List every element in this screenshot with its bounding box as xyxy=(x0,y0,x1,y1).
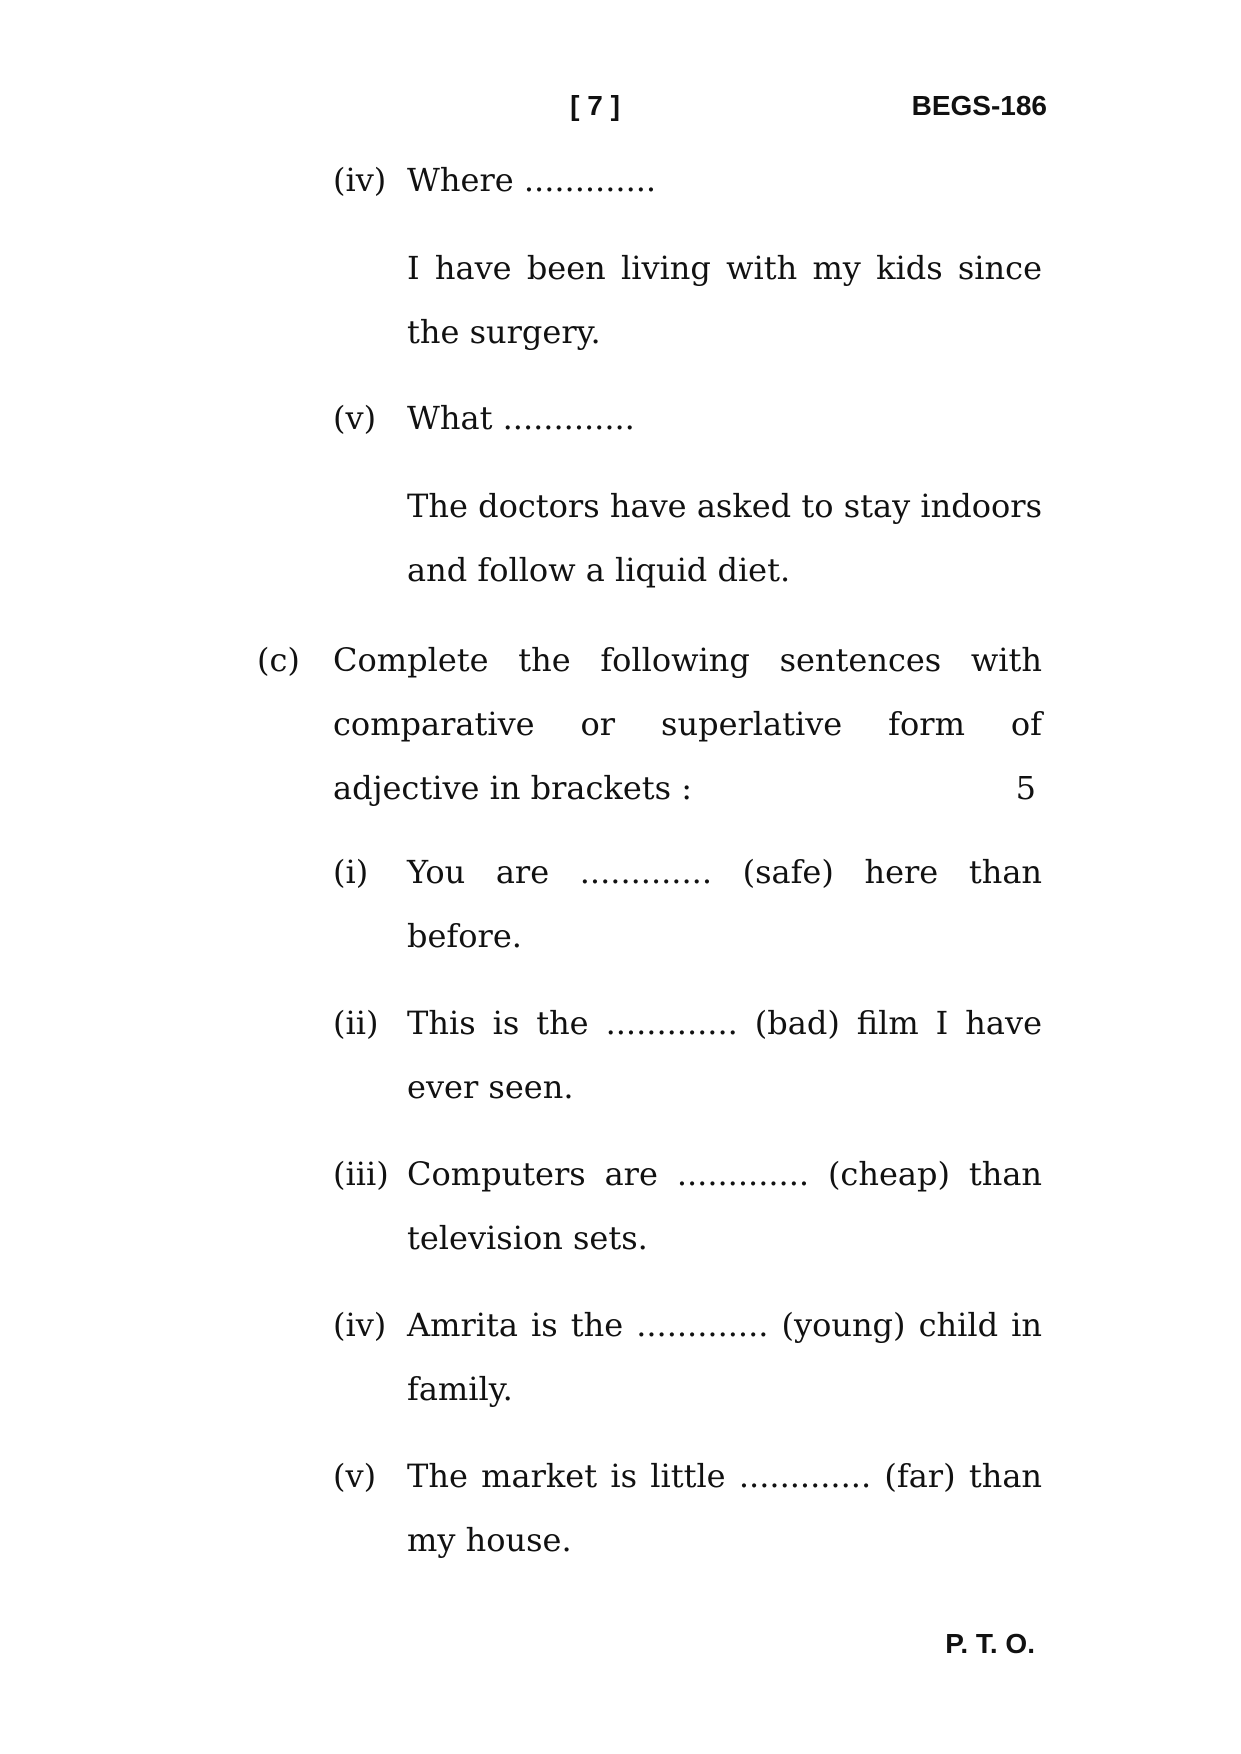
item-text-v: The market is little ............. (far) than my house. xyxy=(407,1457,1042,1559)
question-prompt-where: Where ............. xyxy=(407,161,657,199)
instruction-line-2: comparative or superlative form of xyxy=(333,705,1042,743)
marks: 5 xyxy=(1015,769,1036,807)
question-label-v: (v) xyxy=(333,399,377,437)
instruction-line-3-row xyxy=(333,756,1042,820)
question-prompt-what: What ............. xyxy=(407,399,635,437)
item-text-iv: Amrita is the ............. (young) child in family. xyxy=(407,1306,1042,1408)
item-label-iv: (iv) xyxy=(333,1306,387,1344)
section-label-c: (c) xyxy=(257,641,300,679)
item-label-ii: (ii) xyxy=(333,1004,379,1042)
instruction-line-1: Complete the following sentences with xyxy=(333,641,1042,679)
item-text-i: You are ............. (safe) here than before. xyxy=(407,853,1042,955)
page-number: [ 7 ] xyxy=(570,90,620,121)
question-label-iv: (iv) xyxy=(333,161,387,199)
answer-text-iv: I have been living with my kids since the surgery. xyxy=(407,249,1042,351)
instruction-line-3: adjective in brackets : xyxy=(333,769,692,807)
item-text-ii: This is the ............. (bad) film I have ever seen. xyxy=(407,1004,1042,1106)
item-label-i: (i) xyxy=(333,853,369,891)
item-label-v: (v) xyxy=(333,1457,377,1495)
item-text-iii: Computers are ............. (cheap) than television sets. xyxy=(407,1155,1042,1257)
paper-code: BEGS-186 xyxy=(911,90,1047,121)
answer-text-v: The doctors have asked to stay indoors and follow a liquid diet. xyxy=(407,487,1042,589)
section-c-instruction xyxy=(333,628,1042,820)
item-label-iii: (iii) xyxy=(333,1155,389,1193)
pto-footer: P. T. O. xyxy=(945,1628,1035,1659)
